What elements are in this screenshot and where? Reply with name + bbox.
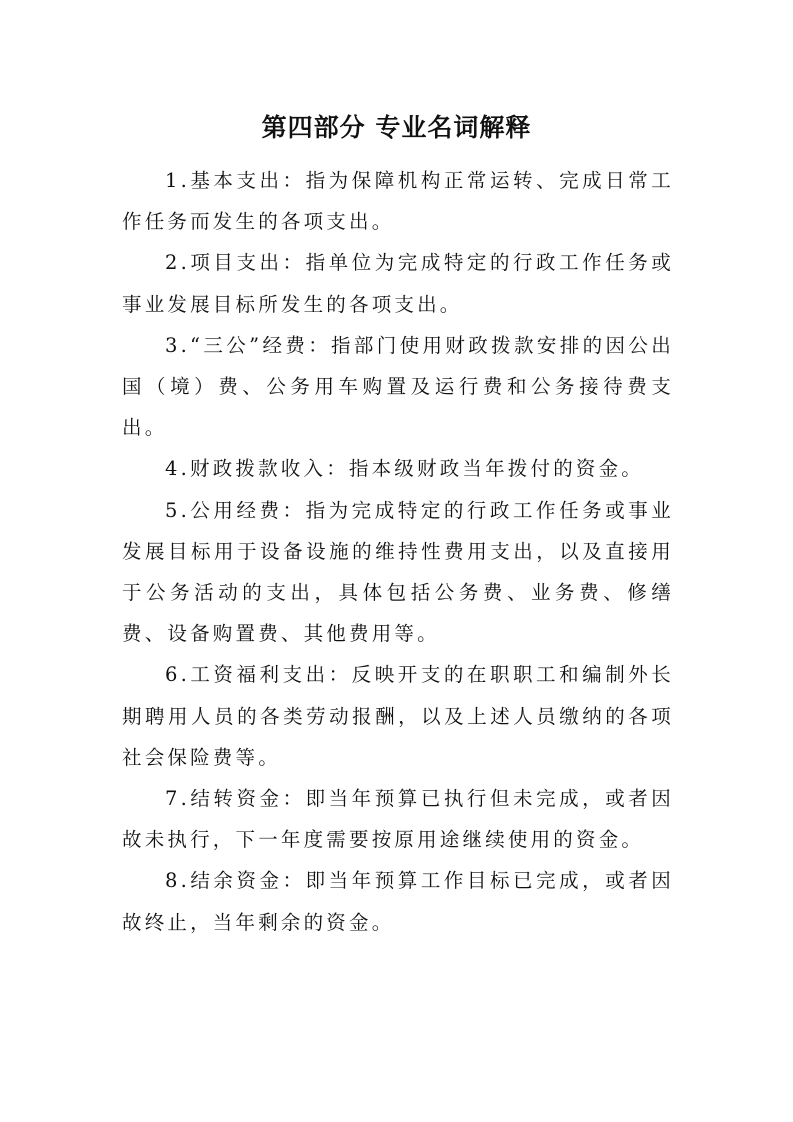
paragraph-project-expenditure: 2.项目支出：指单位为完成特定的行政工作任务或事业发展目标所发生的各项支出。: [122, 251, 674, 316]
paragraph-public-expenses: 5.公用经费：指为完成特定的行政工作任务或事业发展目标用于设备设施的维持性费用支出，以及直接用于公务活动的支出，具体包括公务费、业务费、修缮费、设备购置费、其他费用等。: [122, 498, 674, 646]
paragraph-three-public-expenses: 3.“三公”经费：指部门使用财政拨款安排的因公出国（境）费、公务用车购置及运行费和公务接待费支出。: [122, 333, 674, 440]
paragraph-fiscal-appropriation-income: 4.财政拨款收入：指本级财政当年拨付的资金。: [165, 457, 645, 481]
paragraph-basic-expenditure: 1.基本支出：指为保障机构正常运转、完成日常工作任务而发生的各项支出。: [122, 169, 674, 234]
paragraph-salary-welfare: 6.工资福利支出：反映开支的在职职工和编制外长期聘用人员的各类劳动报酬，以及上述人员缴纳的各项社会保险费等。: [122, 663, 674, 769]
paragraph-surplus-funds: 8.结余资金：即当年预算工作目标已完成，或者因故终止，当年剩余的资金。: [122, 869, 674, 934]
paragraph-carryover-funds: 7.结转资金：即当年预算已执行但未完成，或者因故未执行，下一年度需要按原用途继续使用的资金。: [122, 787, 674, 852]
document-body: [122, 160, 674, 943]
page-title: 第四部分 专业名词解释: [261, 113, 532, 142]
